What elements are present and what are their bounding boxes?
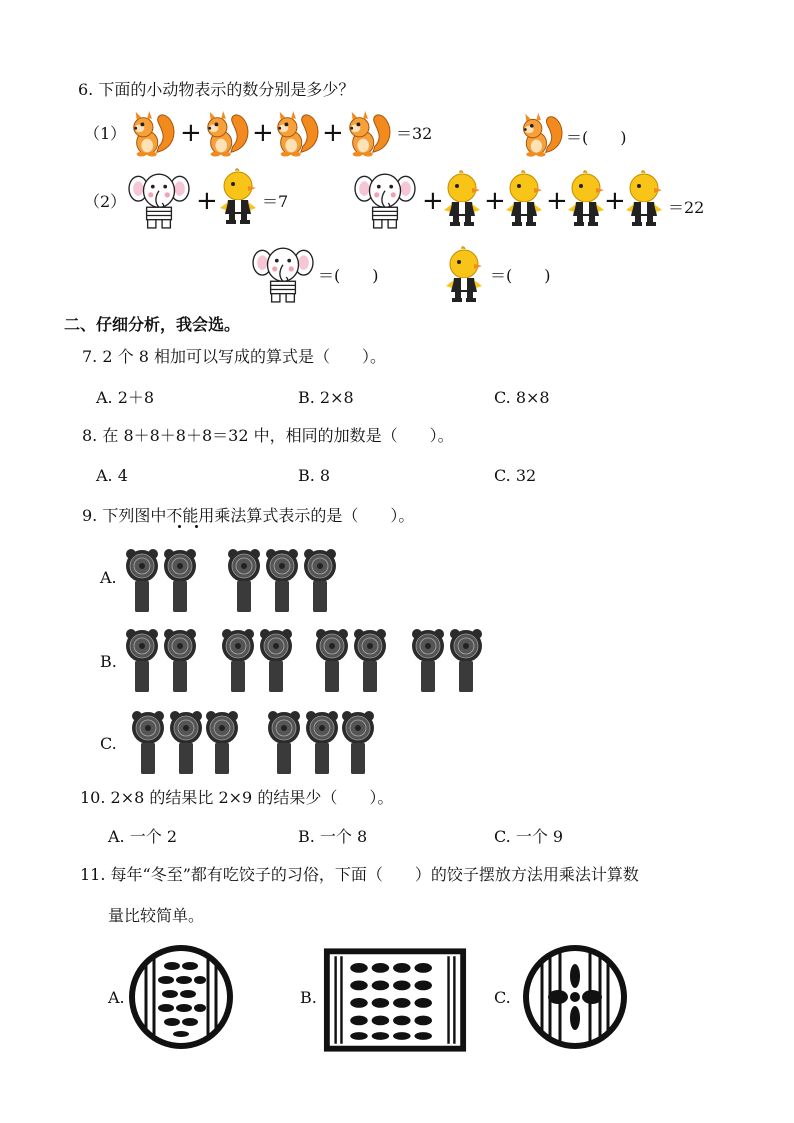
squirrel-icon <box>128 110 176 158</box>
plus-sign: + <box>180 118 202 148</box>
equation-result: ＝32 <box>396 124 433 143</box>
equation-result: ＝22 <box>668 198 705 217</box>
fan-icon <box>264 548 300 614</box>
fan-icon <box>226 548 262 614</box>
emphasis-dot <box>195 525 198 528</box>
fan-icon <box>168 710 204 776</box>
dumpling-tray-icon <box>126 942 236 1052</box>
answer-blank[interactable]: ＝( ) <box>490 266 551 285</box>
chick-icon <box>218 168 258 228</box>
q7-option-a[interactable]: A. 2＋8 <box>96 388 155 407</box>
q9-option-a-label[interactable]: A. <box>100 568 117 587</box>
fan-icon <box>448 628 484 694</box>
q9-option-c-label[interactable]: C. <box>100 734 117 753</box>
fan-icon <box>266 710 302 776</box>
fan-icon <box>204 710 240 776</box>
plus-sign: + <box>546 186 568 216</box>
q9-stem-pre: 9. 下列图中 <box>82 506 167 525</box>
equation-result: ＝7 <box>262 192 289 211</box>
q11-stem-line1: 11. 每年“冬至”都有吃饺子的习俗，下面（ ）的饺子摆放方法用乘法计算数 <box>80 865 639 884</box>
q10-option-b[interactable]: B. 一个 8 <box>298 827 368 846</box>
squirrel-icon <box>344 110 392 158</box>
squirrel-icon <box>202 110 250 158</box>
emphasis-dot <box>178 525 181 528</box>
elephant-icon <box>354 168 416 230</box>
q11-option-c-label[interactable]: C. <box>494 988 511 1007</box>
q9-stem-post: 用乘法算式表示的是（ ）。 <box>198 506 415 525</box>
fan-icon <box>304 710 340 776</box>
q11-option-b-label[interactable]: B. <box>300 988 317 1007</box>
dumpling-tray-icon <box>520 942 630 1052</box>
squirrel-icon <box>272 110 320 158</box>
fan-icon <box>302 548 338 614</box>
q8-stem: 8. 在 8＋8＋8＋8＝32 中，相同的加数是（ ）。 <box>82 426 454 445</box>
fan-icon <box>162 628 198 694</box>
section-title: 二、仔细分析，我会选。 <box>64 315 241 334</box>
elephant-icon <box>252 242 314 304</box>
answer-blank[interactable]: ＝( ) <box>318 266 379 285</box>
squirrel-icon <box>518 112 564 158</box>
q8-option-c[interactable]: C. 32 <box>494 466 537 485</box>
q9-stem-emphasis: 不能 <box>166 506 199 525</box>
q6-part1-label: （1） <box>84 124 127 143</box>
fan-icon <box>124 628 160 694</box>
answer-blank[interactable]: ＝( ) <box>566 128 627 147</box>
fan-icon <box>124 548 160 614</box>
chick-icon <box>504 170 544 230</box>
plus-sign: + <box>196 186 218 216</box>
fan-icon <box>410 628 446 694</box>
q8-option-a[interactable]: A. 4 <box>96 466 128 485</box>
chick-icon <box>444 246 484 306</box>
q11-option-a-label[interactable]: A. <box>108 988 125 1007</box>
q10-option-c[interactable]: C. 一个 9 <box>494 827 564 846</box>
q9-option-b-label[interactable]: B. <box>100 652 117 671</box>
q10-stem: 10. 2×8 的结果比 2×9 的结果少（ ）。 <box>80 788 394 807</box>
q11-stem-line2: 量比较简单。 <box>108 906 205 925</box>
plus-sign: + <box>422 186 444 216</box>
fan-icon <box>162 548 198 614</box>
plus-sign: + <box>484 186 506 216</box>
elephant-icon <box>128 168 190 230</box>
fan-icon <box>130 710 166 776</box>
q6-part2-label: （2） <box>84 192 127 211</box>
fan-icon <box>220 628 256 694</box>
plus-sign: + <box>322 118 344 148</box>
fan-icon <box>340 710 376 776</box>
chick-icon <box>624 170 664 230</box>
fan-icon <box>314 628 350 694</box>
q7-option-b[interactable]: B. 2×8 <box>298 388 354 407</box>
q7-stem: 7. 2 个 8 相加可以写成的算式是（ ）。 <box>82 347 386 366</box>
q7-option-c[interactable]: C. 8×8 <box>494 388 550 407</box>
fan-icon <box>258 628 294 694</box>
q8-option-b[interactable]: B. 8 <box>298 466 331 485</box>
q6-title: 6. 下面的小动物表示的数分别是多少？ <box>78 80 355 99</box>
chick-icon <box>442 170 482 230</box>
plus-sign: + <box>252 118 274 148</box>
q9-stem <box>82 506 414 526</box>
q10-option-a[interactable]: A. 一个 2 <box>108 827 177 846</box>
plus-sign: + <box>604 186 626 216</box>
fan-icon <box>352 628 388 694</box>
chick-icon <box>566 170 606 230</box>
dumpling-tray-icon <box>322 946 468 1054</box>
